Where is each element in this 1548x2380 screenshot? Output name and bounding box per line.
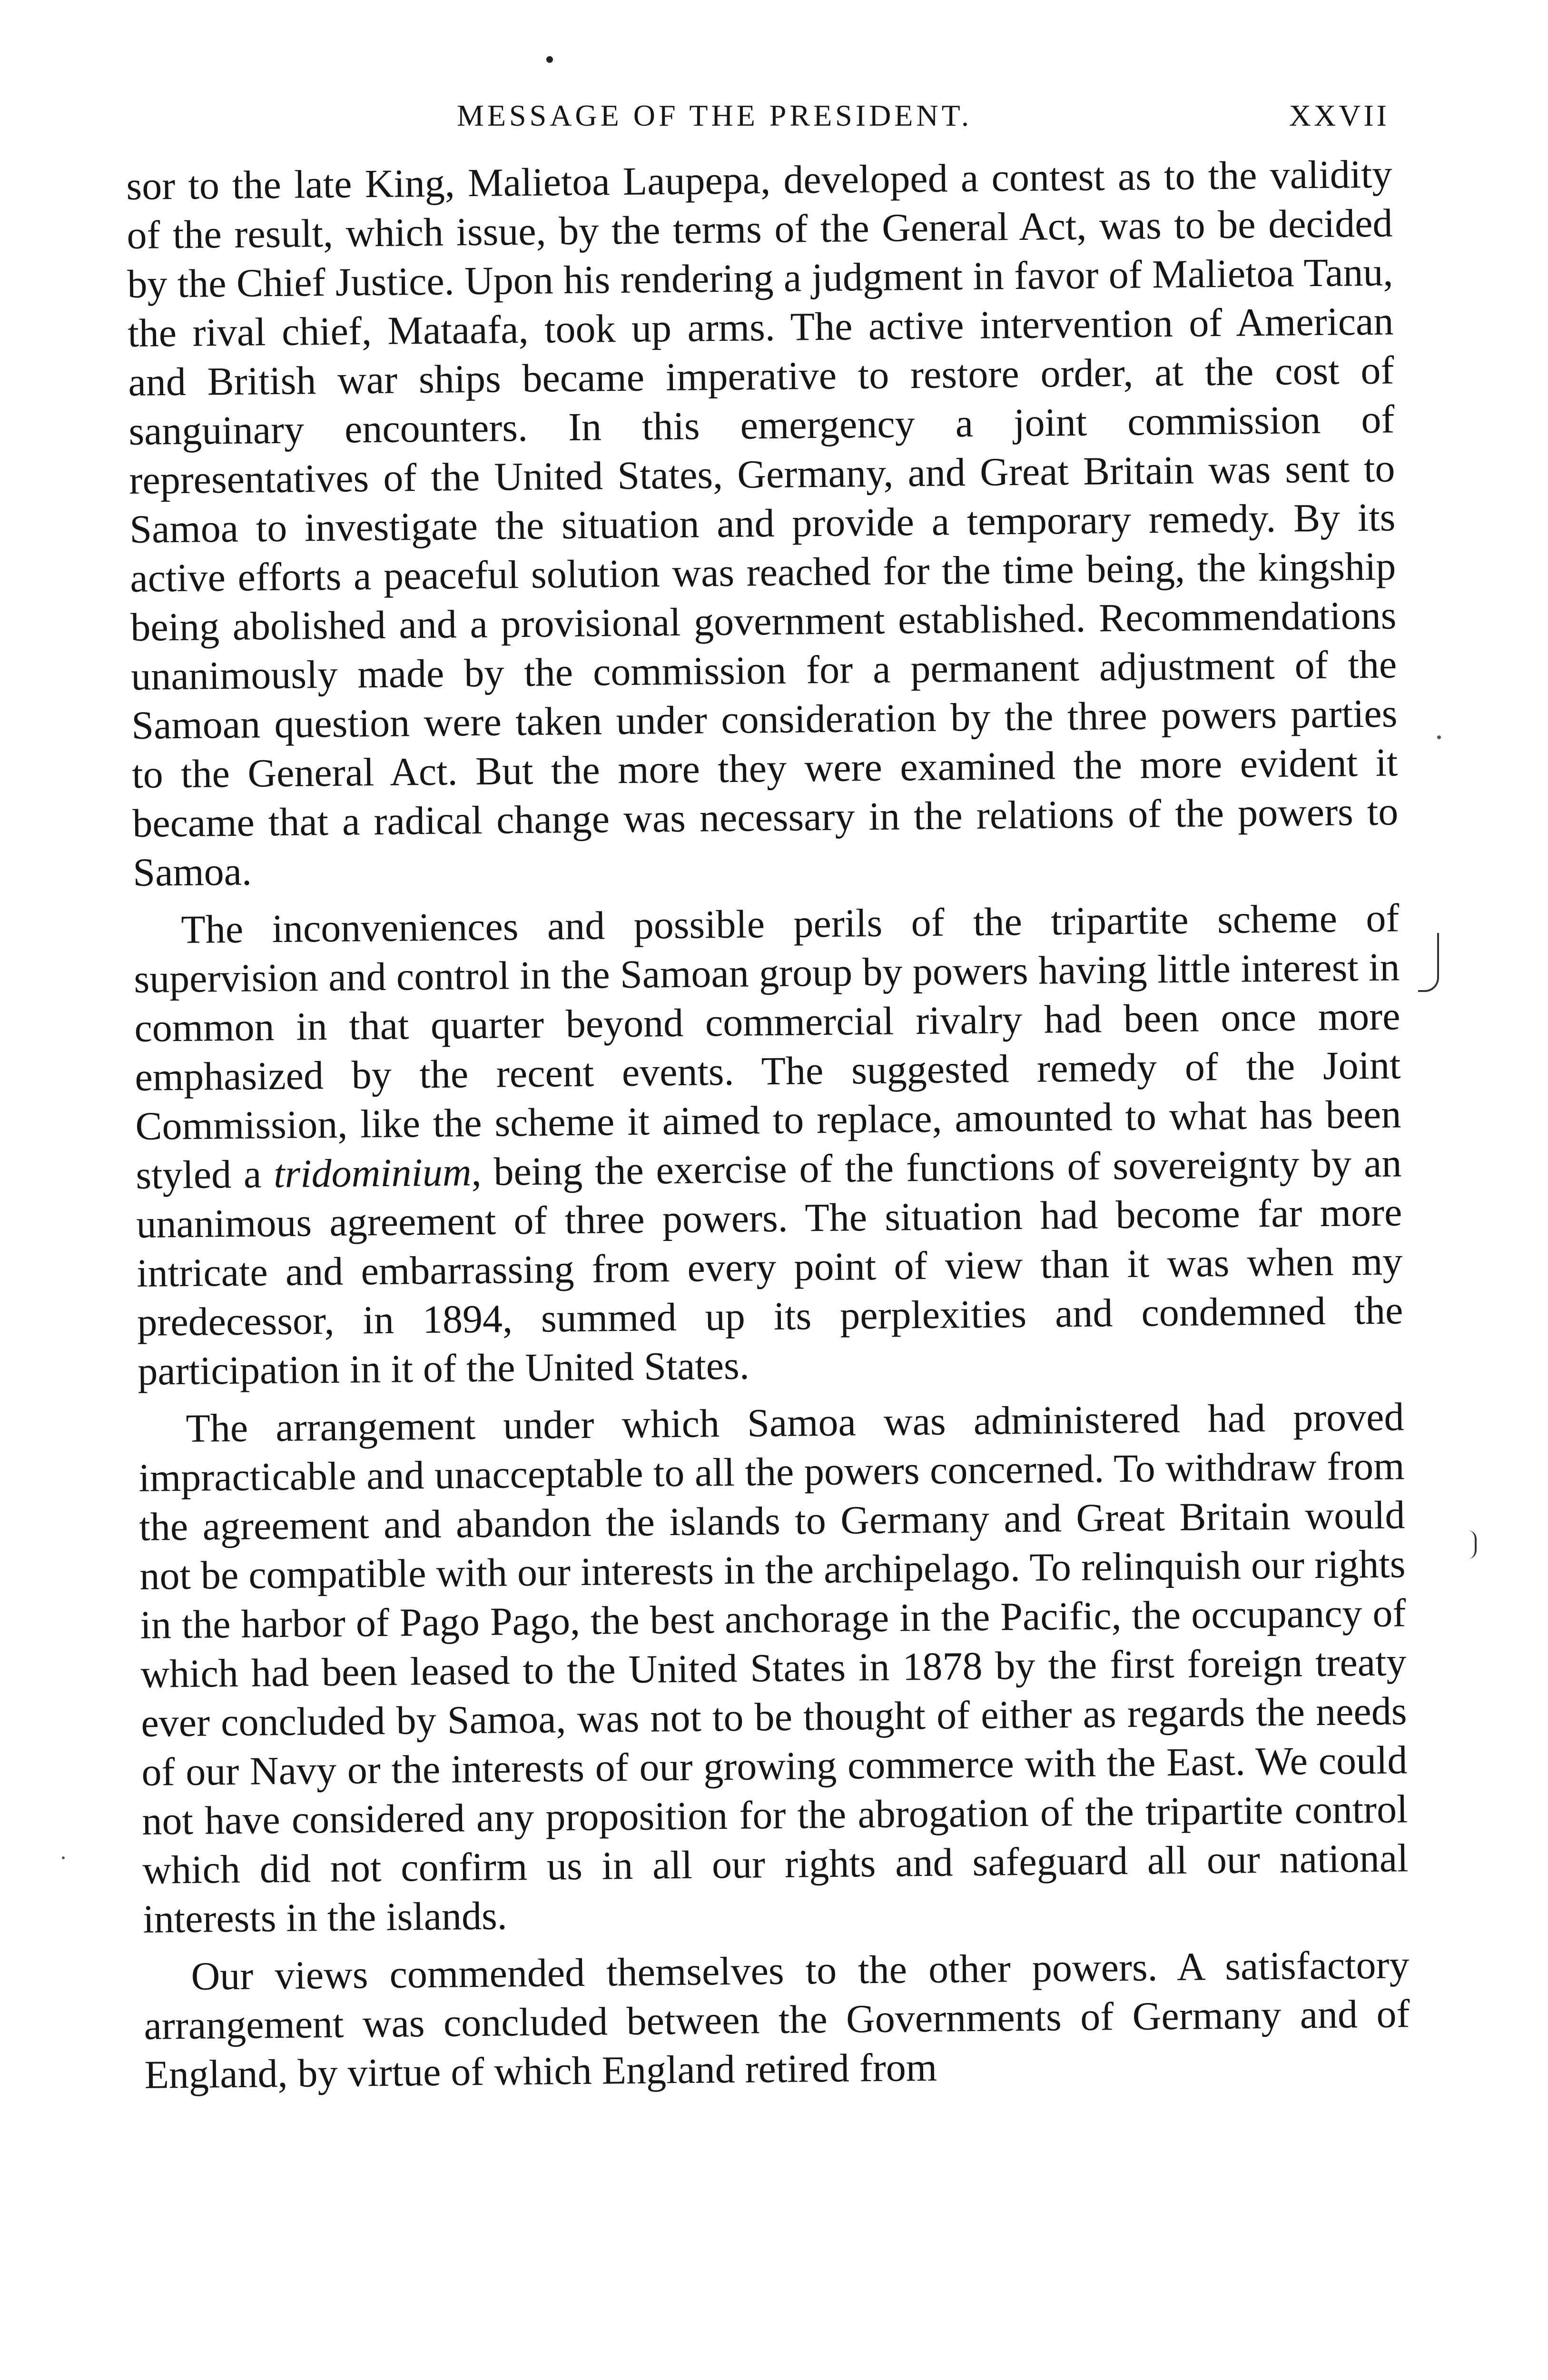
paragraph-text-after: , being the exercise of the functions of sovereignty by an unanimous agreement of three powers. The situation had become far more intricate and embarrassing from every point of view than it was when my predecessor, in 1894, summed up its perplexities and condemned the participation in it of the United States. (136, 1141, 1403, 1394)
page-number: XXVII (1289, 99, 1390, 132)
page-header (133, 95, 1390, 148)
paragraph-our-views: Our views commended themselves to the other powers. A satisfactory arrangement was concluded between the Governments of Germany and of England, by virtue of which England retired from (144, 1943, 1410, 2097)
body-text (126, 149, 1410, 2108)
paragraph-arrangement: The arrangement under which Samoa was administered had proved impracticable and unacceptable to all the powers concerned. To withdraw from the agreement and abandon the islands to Germany and Great Britain would not be compatible with our interests in the archipelago. To relinquish our rights in the harbor of Pago Pago, the best anchorage in the Pacific, the occupancy of which had been leased to the United States in 1878 by the first foreign treaty ever concluded by Samoa, was not to be thought of either as regards the needs of our Navy or the interests of our growing commerce with the East. We could not have considered any proposition for the abrogation of the tripartite control which did not confirm us in all our rights and safeguard all our national interests in the islands. (138, 1395, 1409, 1942)
running-head: MESSAGE OF THE PRESIDENT. (457, 99, 972, 132)
margin-pencil-mark (1418, 933, 1439, 992)
margin-pencil-mark (1468, 1530, 1477, 1559)
paragraph-text-before: The inconveniences and possible perils of the tripartite scheme of supervision and control in the Samoan group by powers having little interest in common in that quarter beyond commercial rivalry had been once more emphasized by the recent events. The suggested remedy of the Joint Commission, like the scheme it aimed to replace, amounted to what has been styled a (134, 896, 1401, 1198)
paragraph-tripartite-scheme (133, 893, 1404, 1396)
page-speck (1437, 735, 1441, 739)
paragraph-continuation: sor to the late King, Malietoa Laupepa, developed a contest as to the validity of the result, which issue, by the terms of the General Act, was to be decided by the Chief Justice. Upon his rendering a judgment in favor of Malietoa Tanu, the rival chief, Mataafa, took up arms. The active intervention of American and British war ships became imperative to restore order, at the cost of sanguinary encounters. In this emergency a joint commission of representatives of the United States, Germany, and Great Britain was sent to Samoa to investigate the situation and provide a temporary remedy. By its active efforts a peaceful solution was reached for the time being, the kingship being abolished and a provisional government established. Recommendations unanimously made by the commission for a permanent adjustment of the Samoan question were taken under consideration by the three powers parties to the General Act. But the more they were examined the more evident it became that a radical change was necessary in the relations of the powers to Samoa. (126, 152, 1399, 895)
page-speck (62, 1856, 65, 1859)
printer-mark (546, 56, 553, 63)
italic-term: tridominium (273, 1150, 472, 1197)
